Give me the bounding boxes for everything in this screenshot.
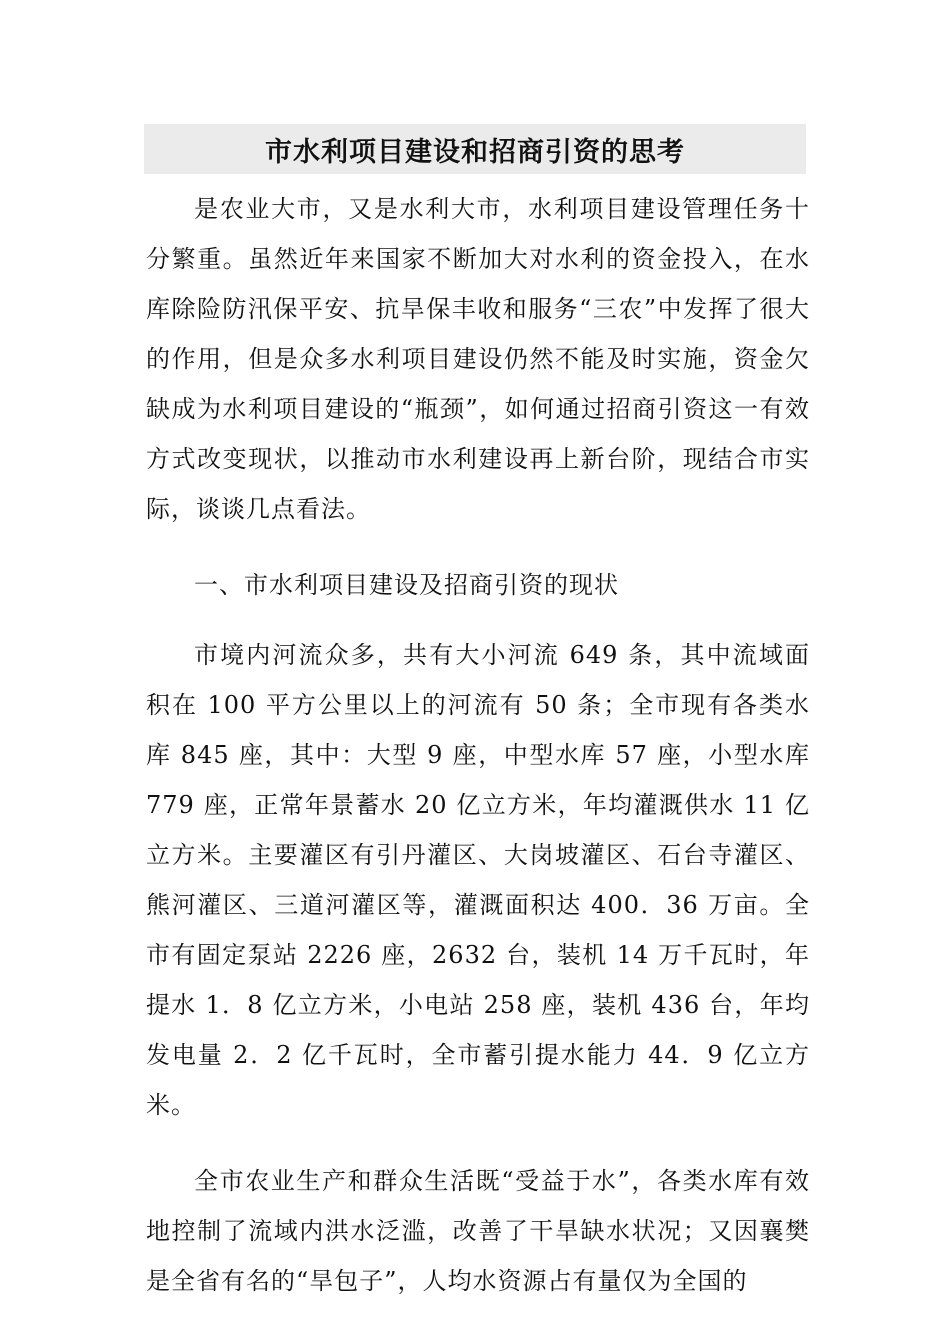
- status-paragraph: 市境内河流众多，共有大小河流 649 条，其中流域面积在 100 平方公里以上的河流有 50 条；全市现有各类水库 845 座，其中：大型 9 座，中型水库 57 座，小型水库 779 座，正常年景蓄水 20 亿立方米，年均灌溉供水 11 亿立方米。主要灌区有引丹灌区、大岗坡灌区、石台寺灌区、熊河灌区、三道河灌区等，灌溉面积达 400．36 万亩。全市有固定泵站 2226 座，2632 台，装机 14 万千瓦时，年提水 1．8 亿立方米，小电站 258 座，装机 436 台，年均发电量 2．2 亿千瓦时，全市蓄引提水能力 44．9 亿立方米。: [146, 641, 810, 1119]
- intro-paragraph: 是农业大市，又是水利大市，水利项目建设管理任务十分繁重。虽然近年来国家不断加大对水利的资金投入，在水库除险防汛保平安、抗旱保丰收和服务“三农”中发挥了很大的作用，但是众多水利项目建设仍然不能及时实施，资金欠缺成为水利项目建设的“瓶颈”，如何通过招商引资这一有效方式改变现状，以推动市水利建设再上新台阶，现结合市实际，谈谈几点看法。: [146, 195, 810, 523]
- section-heading: 一、市水利项目建设及招商引资的现状: [194, 571, 619, 599]
- benefit-paragraph: 全市农业生产和群众生活既“受益于水”，各类水库有效地控制了流域内洪水泛滥，改善了干旱缺水状况；又因襄樊是全省有名的“旱包子”，人均水资源占有量仅为全国的: [146, 1167, 810, 1295]
- document-title: 市水利项目建设和招商引资的思考: [265, 136, 685, 168]
- document-body: [146, 184, 810, 1306]
- title-bar: [144, 124, 806, 174]
